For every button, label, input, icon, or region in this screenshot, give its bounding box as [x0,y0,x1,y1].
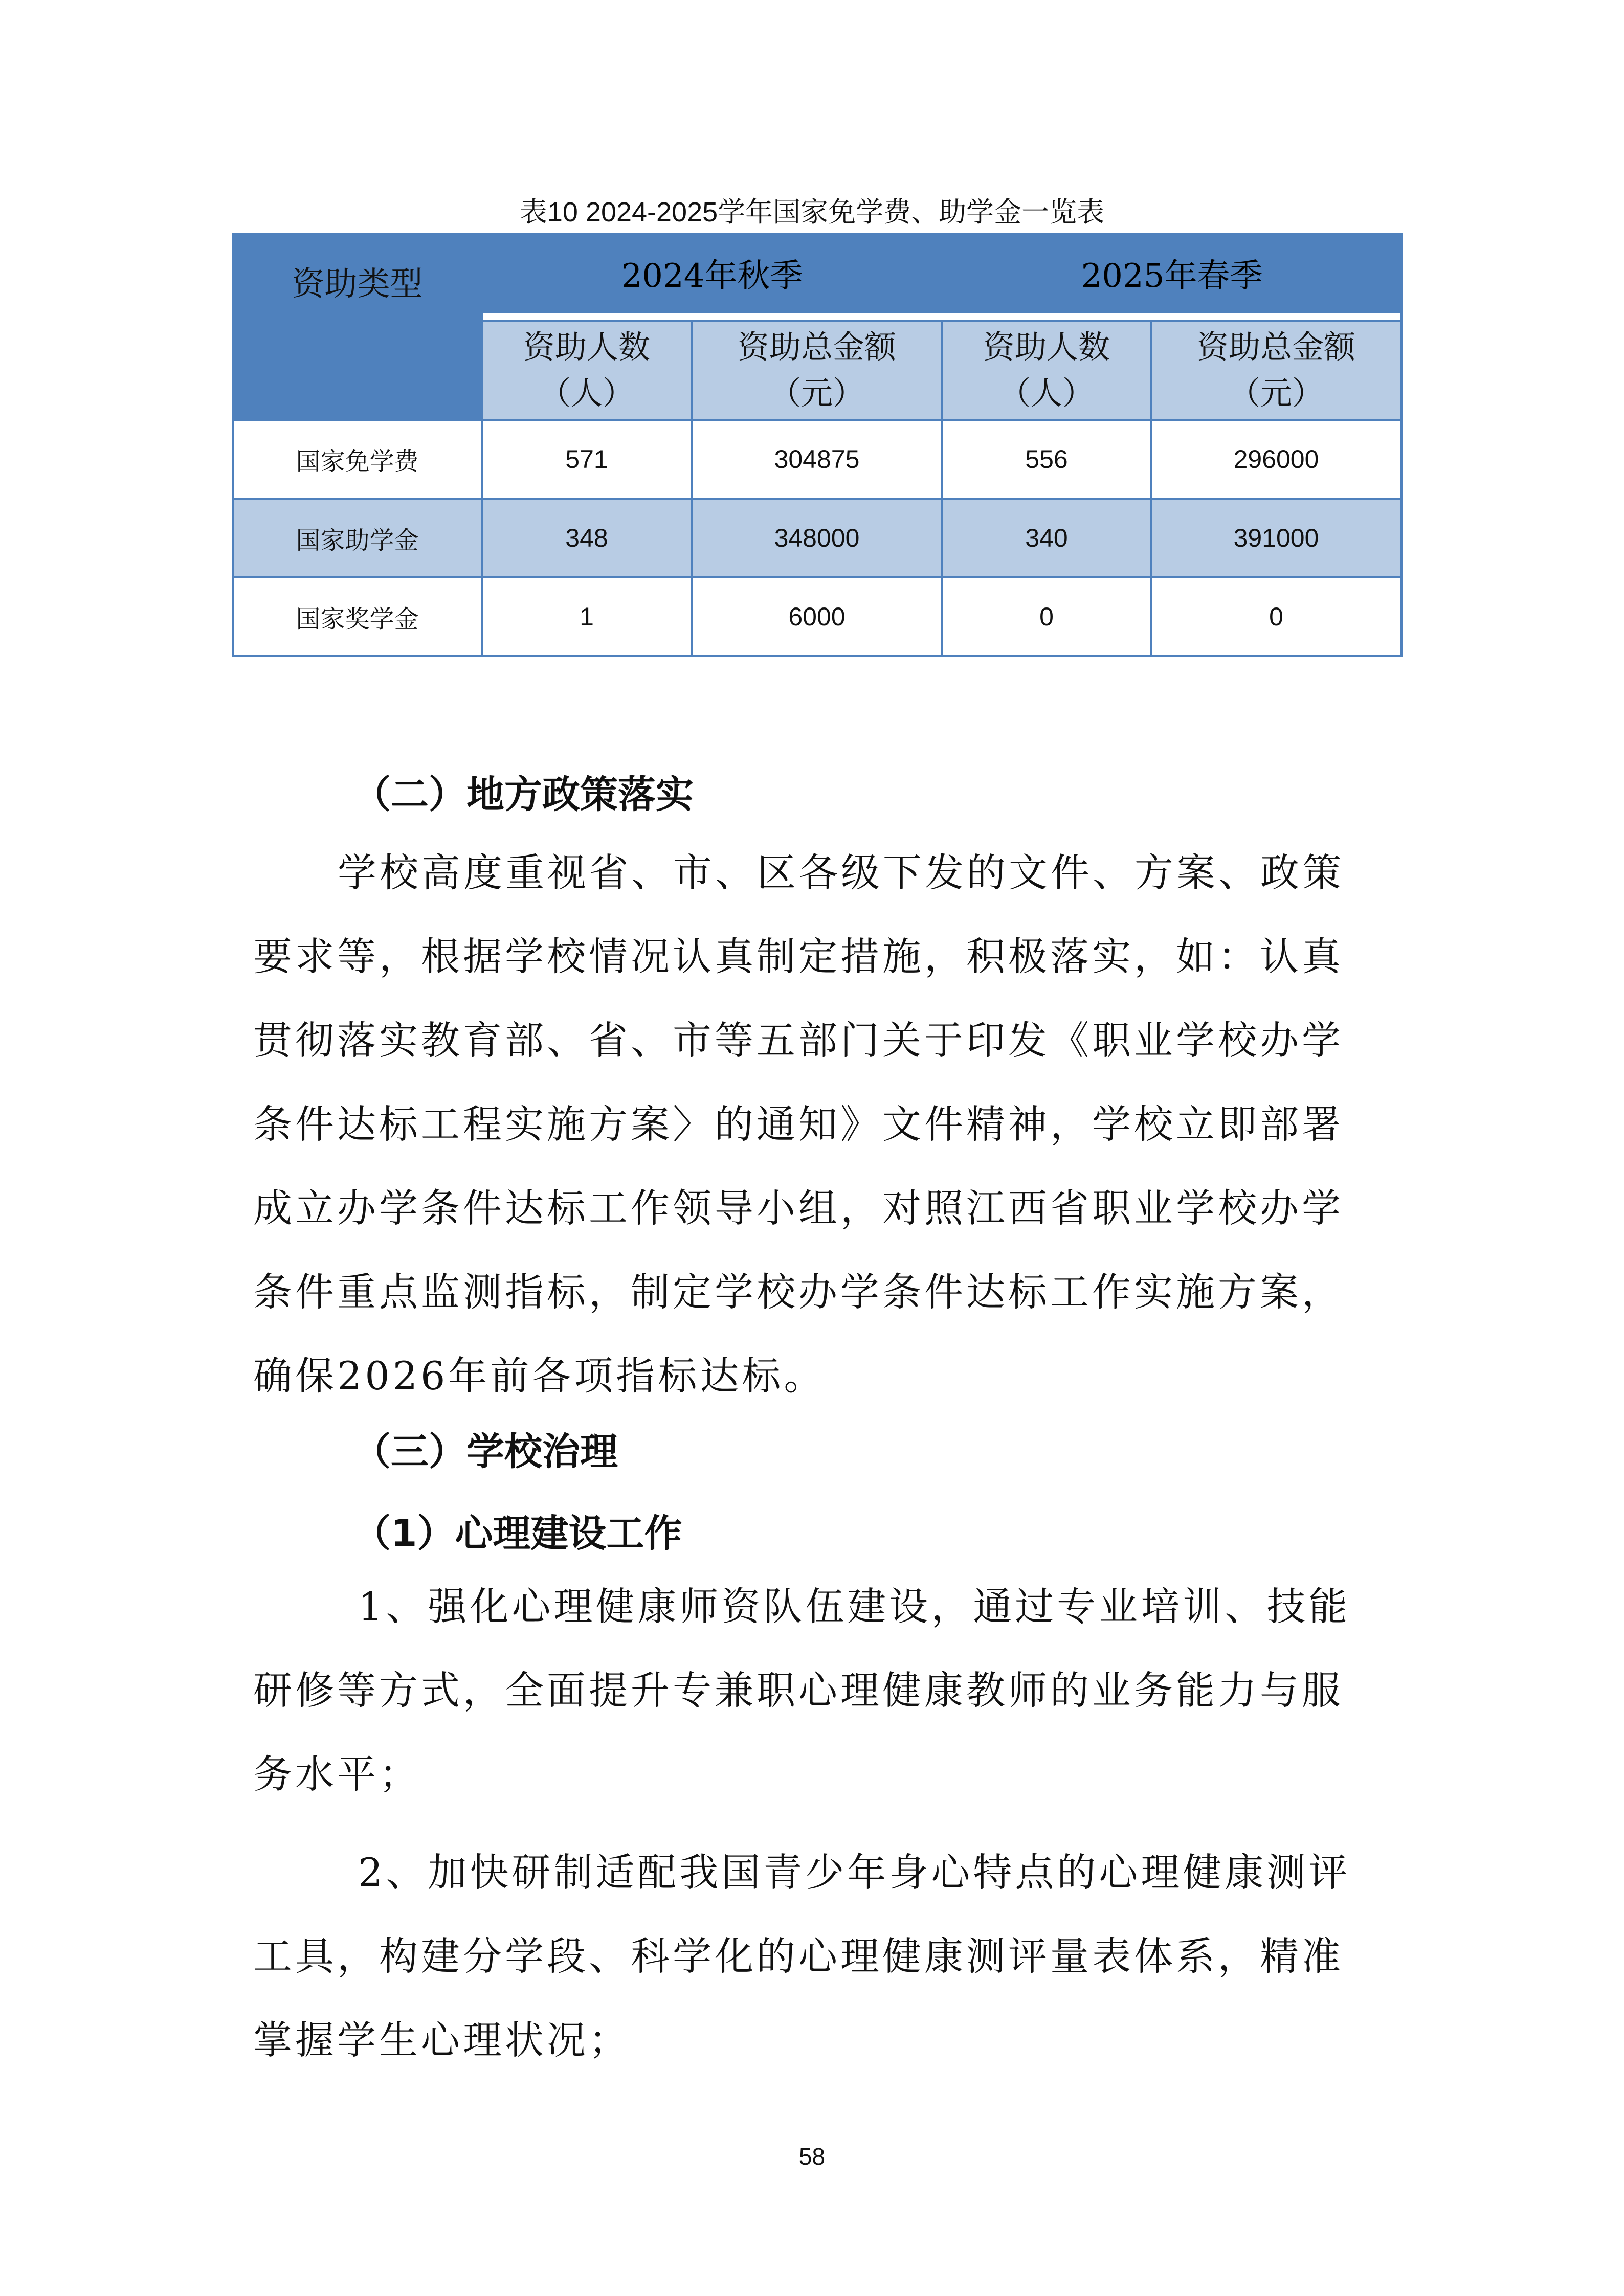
header-period-autumn: 2024年秋季 [482,234,942,312]
section-heading: （二）地方政策落实 [353,773,694,817]
cell-value: 556 [942,420,1151,499]
row-type: 国家助学金 [233,499,482,577]
cell-value: 296000 [1151,420,1401,499]
subheader-line: 资助总金额 [737,328,896,366]
subheader-amount [1151,321,1401,420]
cell-value: 6000 [692,577,942,656]
subheader-unit: （元） [1228,374,1324,412]
subsection-heading: （1）心理建设工作 [353,1512,682,1556]
cell-value: 0 [942,577,1151,656]
row-type: 国家免学费 [233,420,482,499]
table-row [233,577,1401,656]
subheader-line: 资助人数 [523,328,650,366]
subheader-count [482,321,692,420]
paragraph-line: 确保2026年前各项指标达标。 [253,1353,826,1399]
subheader-unit: （人） [539,374,634,412]
section-paragraph [0,831,1624,1418]
list-item [0,1831,1624,2082]
paragraph-line: 掌握学生心理状况； [253,2017,631,2063]
paragraph-line: 条件重点监测指标，制定学校办学条件达标工作实施方案， [253,1269,1344,1315]
subheader-line: 资助总金额 [1196,328,1355,366]
cell-value: 391000 [1151,499,1401,577]
subheader-line: 资助人数 [983,328,1110,366]
subheader-unit: （元） [769,374,864,412]
cell-value: 304875 [692,420,942,499]
cell-value: 0 [1151,577,1401,656]
table-row [233,499,1401,577]
paragraph-line: 研修等方式，全面提升专兼职心理健康教师的业务能力与服 [253,1668,1344,1713]
table-row [233,420,1401,499]
subheader-amount [692,321,942,420]
cell-value: 571 [482,420,692,499]
paragraph-line: 成立办学条件达标工作领导小组，对照江西省职业学校办学 [253,1185,1344,1231]
cell-value: 348 [482,499,692,577]
paragraph-line: 学校高度重视省、市、区各级下发的文件、方案、政策 [338,850,1344,895]
paragraph-line: 工具，构建分学段、科学化的心理健康测评量表体系，精准 [253,1933,1344,1979]
grant-table [232,233,1403,657]
header-divider [482,312,1401,321]
paragraph-line: 要求等，根据学校情况认真制定措施，积极落实，如：认真 [253,934,1344,979]
cell-value: 340 [942,499,1151,577]
paragraph-line: 2、加快研制适配我国青少年身心特点的心理健康测评 [358,1850,1351,1895]
header-period-spring: 2025年春季 [942,234,1401,312]
header-type: 资助类型 [233,234,482,420]
section-heading: （三）学校治理 [353,1430,618,1474]
paragraph-line: 贯彻落实教育部、省、市等五部门关于印发《职业学校办学 [253,1018,1344,1063]
paragraph-line: 条件达标工程实施方案〉的通知》文件精神，学校立即部署 [253,1101,1344,1147]
paragraph-line: 务水平； [253,1751,421,1797]
list-item [0,1565,1624,1816]
row-type: 国家奖学金 [233,577,482,656]
paragraph-line: 1、强化心理健康师资队伍建设，通过专业培训、技能 [358,1584,1351,1629]
subheader-count [942,321,1151,420]
page-number: 58 [798,2143,826,2170]
cell-value: 348000 [692,499,942,577]
table-caption: 表10 2024-2025学年国家免学费、助学金一览表 [519,197,1105,228]
subheader-unit: （人） [998,374,1094,412]
cell-value: 1 [482,577,692,656]
